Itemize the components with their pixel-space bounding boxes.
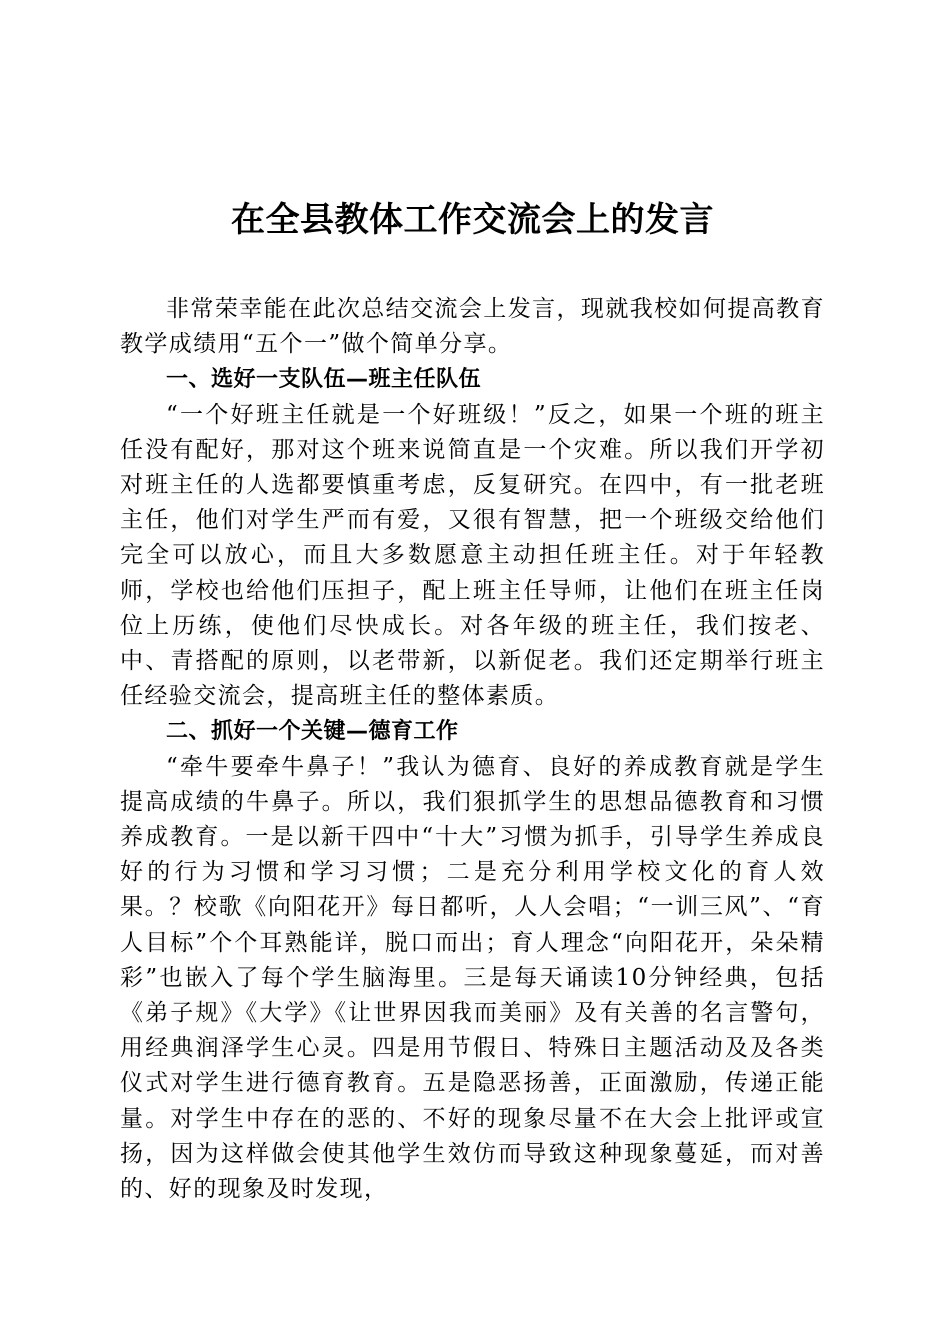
section-paragraph-1: “一个好班主任就是一个好班级！”反之，如果一个班的班主任没有配好，那对这个班来说简直是一个灾难。所以我们开学初对班主任的人选都要慎重考虑，反复研究。在四中，有一批老班主任，他们对学生严而有爱，又很有智慧，把一个班级交给他们完全可以放心，而且大多数愿意主动担任班主任。对于年轻教师，学校也给他们压担子，配上班主任导师，让他们在班主任岗位上历练，使他们尽快成长。对各年级的班主任，我们按老、中、青搭配的原则，以老带新，以新促老。我们还定期举行班主任经验交流会，提高班主任的整体素质。 bbox=[120, 401, 825, 710]
document-page bbox=[120, 0, 825, 1344]
page-title: 在全县教体工作交流会上的发言 bbox=[231, 200, 714, 240]
intro-paragraph: 非常荣幸能在此次总结交流会上发言，现就我校如何提高教育教学成绩用“五个一”做个简单分享。 bbox=[120, 296, 825, 358]
section-heading-1: 一、选好一支队伍—班主任队伍 bbox=[166, 367, 482, 393]
section-paragraph-2: “牵牛要牵牛鼻子！”我认为德育、良好的养成教育就是学生提高成绩的牛鼻子。所以，我们狠抓学生的思想品德教育和习惯养成教育。一是以新干四中“十大”习惯为抓手，引导学生养成良好的行为习惯和学习习惯；二是充分利用学校文化的育人效果。？校歌《向阳花开》每日都听，人人会唱；“一训三风”、“育人目标”个个耳熟能详，脱口而出；育人理念“向阳花开，朵朵精彩”也嵌入了每个学生脑海里。三是每天诵读10分钟经典，包括《弟子规》《大学》《让世界因我而美丽》及有关善的名言警句，用经典润泽学生心灵。四是用节假日、特殊日主题活动及及各类仪式对学生进行德育教育。五是隐恶扬善，正面激励，传递正能量。对学生中存在的恶的、不好的现象尽量不在大会上批评或宣扬，因为这样做会使其他学生效仿而导致这种现象蔓延，而对善的、好的现象及时发现， bbox=[120, 753, 825, 1203]
section-heading-2: 二、抓好一个关键—德育工作 bbox=[166, 719, 459, 745]
document-body bbox=[120, 292, 825, 1207]
